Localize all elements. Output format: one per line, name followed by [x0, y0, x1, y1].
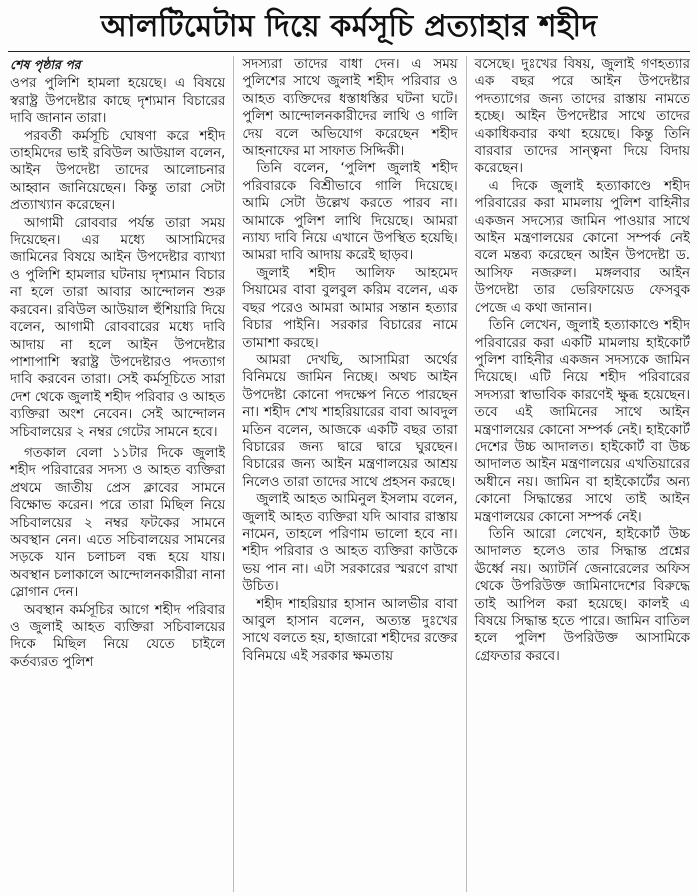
paragraph: পরবর্তী কর্মসূচি ঘোষণা করে শহীদ তাহমিদের ভাই রবিউল আউয়াল বলেন, আইন উপদেষ্টা তাদের আলোচনার আহ্বান জানিয়েছেন। কিন্তু তারা সেটা প্রত্যাখ্যান করেছেন।: [10, 128, 226, 214]
column-3: [466, 56, 690, 892]
paragraph: আগামী রোববার পর্যন্ত তারা সময় দিয়েছেন। এর মধ্যে আসামিদের জামিনের বিষয়ে আইন উপদেষ্টার ব্যাখ্যা ও পুলিশি হামলার ঘটনায় দৃশ্যমান বিচার না হলে তারা আবার আন্দোলন শুরু করবেন। রবিউল আউয়াল হুঁশিয়ারি দিয়ে বলেন, আগামী রোববারের মধ্যে দাবি আদায় না হলে আইন উপদেষ্টার পাশাপাশি স্বরাষ্ট্র উপদেষ্টারও পদত্যাগ দাবি করবেন তারা। সেই কর্মসূচিতে সারা দেশ থেকে জুলাই শহীদ পরিবার ও আহত ব্যক্তিরা অংশ নেবেন। সেই আন্দোলন সচিবালয়ের ২ নম্বর গেটের সামনে হবে।: [10, 215, 226, 440]
paragraph: বসেছে। দুঃখের বিষয়, জুলাই গণহত্যার এক বছর পরে আইন উপদেষ্টার পদত্যাগের জন্য তাদের রাস্তায় নামতে হচ্ছে। আইন উপদেষ্টার সাথে তাদের একাধিকবার কথা হয়েছে। কিন্তু তিনি বারবার তাদের সান্ত্বনা দিয়ে বিদায় করেছেন।: [474, 57, 690, 177]
paragraph: ওপর পুলিশি হামলা হয়েছে। এ বিষয়ে স্বরাষ্ট্র উপদেষ্টার কাছে দৃশ্যমান বিচারের দাবি জানান তারা।: [10, 76, 226, 127]
article-headline: আলটিমেটাম দিয়ে কর্মসূচি প্রত্যাহার শহীদ: [100, 8, 598, 44]
paragraph: তিনি লেখেন, জুলাই হত্যাকাণ্ডে শহীদ পরিবারের করা একটি মামলায় হাইকোর্ট পুলিশ বাহিনীর একজন সদস্যকে জামিন দিয়েছে। এটি নিয়ে শহীদ পরিবারের সদস্যরা স্বাভাবিক কারণেই ক্ষুব্ধ হয়েছেন। তবে এই জামিনের সাথে আইন মন্ত্রণালয়ের কোনো সম্পর্ক নেই। হাইকোর্ট দেশের উচ্চ আদালত। হাইকোর্ট বা উচ্চ আদালত আইন মন্ত্রণালয়ের এখতিয়ারের অধীনে নয়। জামিন বা হাইকোর্টের অন্য কোনো সিদ্ধান্তের সাথে তাই আইন মন্ত্রণালয়ের কোনো সম্পর্ক নেই।: [474, 318, 690, 525]
paragraph: এ দিকে জুলাই হত্যাকাণ্ডে শহীদ পরিবারের করা মামলায় পুলিশ বাহিনীর একজন সদস্যের জামিন পাওয়ার সাথে আইন মন্ত্রণালয়ের কোনো সম্পর্ক নেই বলে মন্তব্য করেছেন আইন উপদেষ্টা ড. আসিফ নজরুল। মঙ্গলবার আইন উপদেষ্টা তার ভেরিফায়েড ফেসবুক পেজে এ কথা জানান।: [474, 178, 690, 316]
paragraph: জুলাই শহীদ আলিফ আহমেদ সিয়ামের বাবা বুলবুল করিম বলেন, এক বছর পরেও আমরা আমার সন্তান হত্যার বিচার পাইনি। সরকার বিচারের নামে তামাশা করছে।: [242, 265, 458, 351]
paragraph: জুলাই আহত আমিনুল ইসলাম বলেন, জুলাই আহত ব্যক্তিরা যদি আবার রাস্তায় নামেন, তাহলে পরিণাম ভালো হবে না। শহীদ পরিবার ও আহত ব্যক্তিরা কাউকে ভয় পান না। এটা সরকারের স্মরণে রাখা উচিত।: [242, 492, 458, 595]
continued-from-label: শেষ পৃষ্ঠার পর: [10, 57, 81, 72]
paragraph: অবস্থান কর্মসূচির আগে শহীদ পরিবার ও জুলাই আহত ব্যক্তিরা সচিবালয়ের দিকে মিছিল নিয়ে যেতে চাইলে কর্তব্যরত পুলিশ: [10, 602, 226, 670]
paragraph: গতকাল বেলা ১১টার দিকে জুলাই শহীদ পরিবারের সদস্য ও আহত ব্যক্তিরা প্রথমে জাতীয় প্রেস ক্লাবের সামনে বিক্ষোভ করেন। পরে তারা মিছিল নিয়ে সচিবালয়ের ২ নম্বর ফটকের সামনে অবস্থান নেন। এতে সচিবালয়ের সামনের সড়কে যান চলাচল বন্ধ হয়ে যায়। অবস্থান চলাকালে আন্দোলনকারীরা নানা স্লোগান দেন।: [10, 445, 226, 601]
article-body: [10, 56, 690, 892]
paragraph: আমরা দেখছি, আসামিরা অর্থের বিনিময়ে জামিন নিচ্ছে। অথচ আইন উপদেষ্টা কোনো পদক্ষেপ নিতে পারছেন না। শহীদ শেখ শাহরিয়ারের বাবা আবদুল মতিন বলেন, আজকে একটি বছর তারা বিচারের জন্য দ্বারে দ্বারে ঘুরছেন। বিচারের জন্য আইন মন্ত্রণালয়ের আশ্রয় নিলেও তারা তাদের সাথে প্রহসন করছে।: [242, 352, 458, 490]
paragraph: তিনি বলেন, ‘পুলিশ জুলাই শহীদ পরিবারকে বিশ্রীভাবে গালি দিয়েছে। আমি সেটা উল্লেখ করতে পারব না। আমাকে পুলিশ লাথি দিয়েছে। আমরা ন্যায্য দাবি নিয়ে এখানে উপস্থিত হয়েছি। আমরা দাবি আদায় করেই ছাড়ব।: [242, 161, 458, 264]
column-2: [233, 56, 457, 892]
paragraph: তিনি আরো লেখেন, হাইকোর্ট উচ্চ আদালত হলেও তার সিদ্ধান্ত প্রশ্নের ঊর্ধ্বে নয়। অ্যাটর্নি জেনারেলের অফিস থেকে উপরিউক্ত জামিনাদেশের বিরুদ্ধে তাই আপিল করা হয়েছে। কালই এ বিষয়ে সিদ্ধান্ত হতে পারে। জামিন বাতিল হলে পুলিশ উপরিউক্ত আসামিকে গ্রেফতার করবে।: [474, 526, 690, 664]
paragraph: শহীদ শাহরিয়ার হাসান আলভীর বাবা আবুল হাসান বলেন, অত্যন্ত দুঃখের সাথে বলতে হয়, হাজারো শহীদের রক্তের বিনিময়ে এই সরকার ক্ষমতায়: [242, 596, 458, 664]
headline-rule: [8, 51, 690, 52]
column-1: [10, 56, 225, 892]
paragraph: সদস্যরা তাদের বাধা দেন। এ সময় পুলিশের সাথে জুলাই শহীদ পরিবার ও আহত ব্যক্তিদের ধস্তাধস্তির ঘটনা ঘটে। পুলিশ আন্দোলনকারীদের লাথি ও গালি দেয় বলে অভিযোগ করেছেন শহীদ আহনাফের মা সাফাত সিদ্দিকী।: [242, 57, 458, 160]
